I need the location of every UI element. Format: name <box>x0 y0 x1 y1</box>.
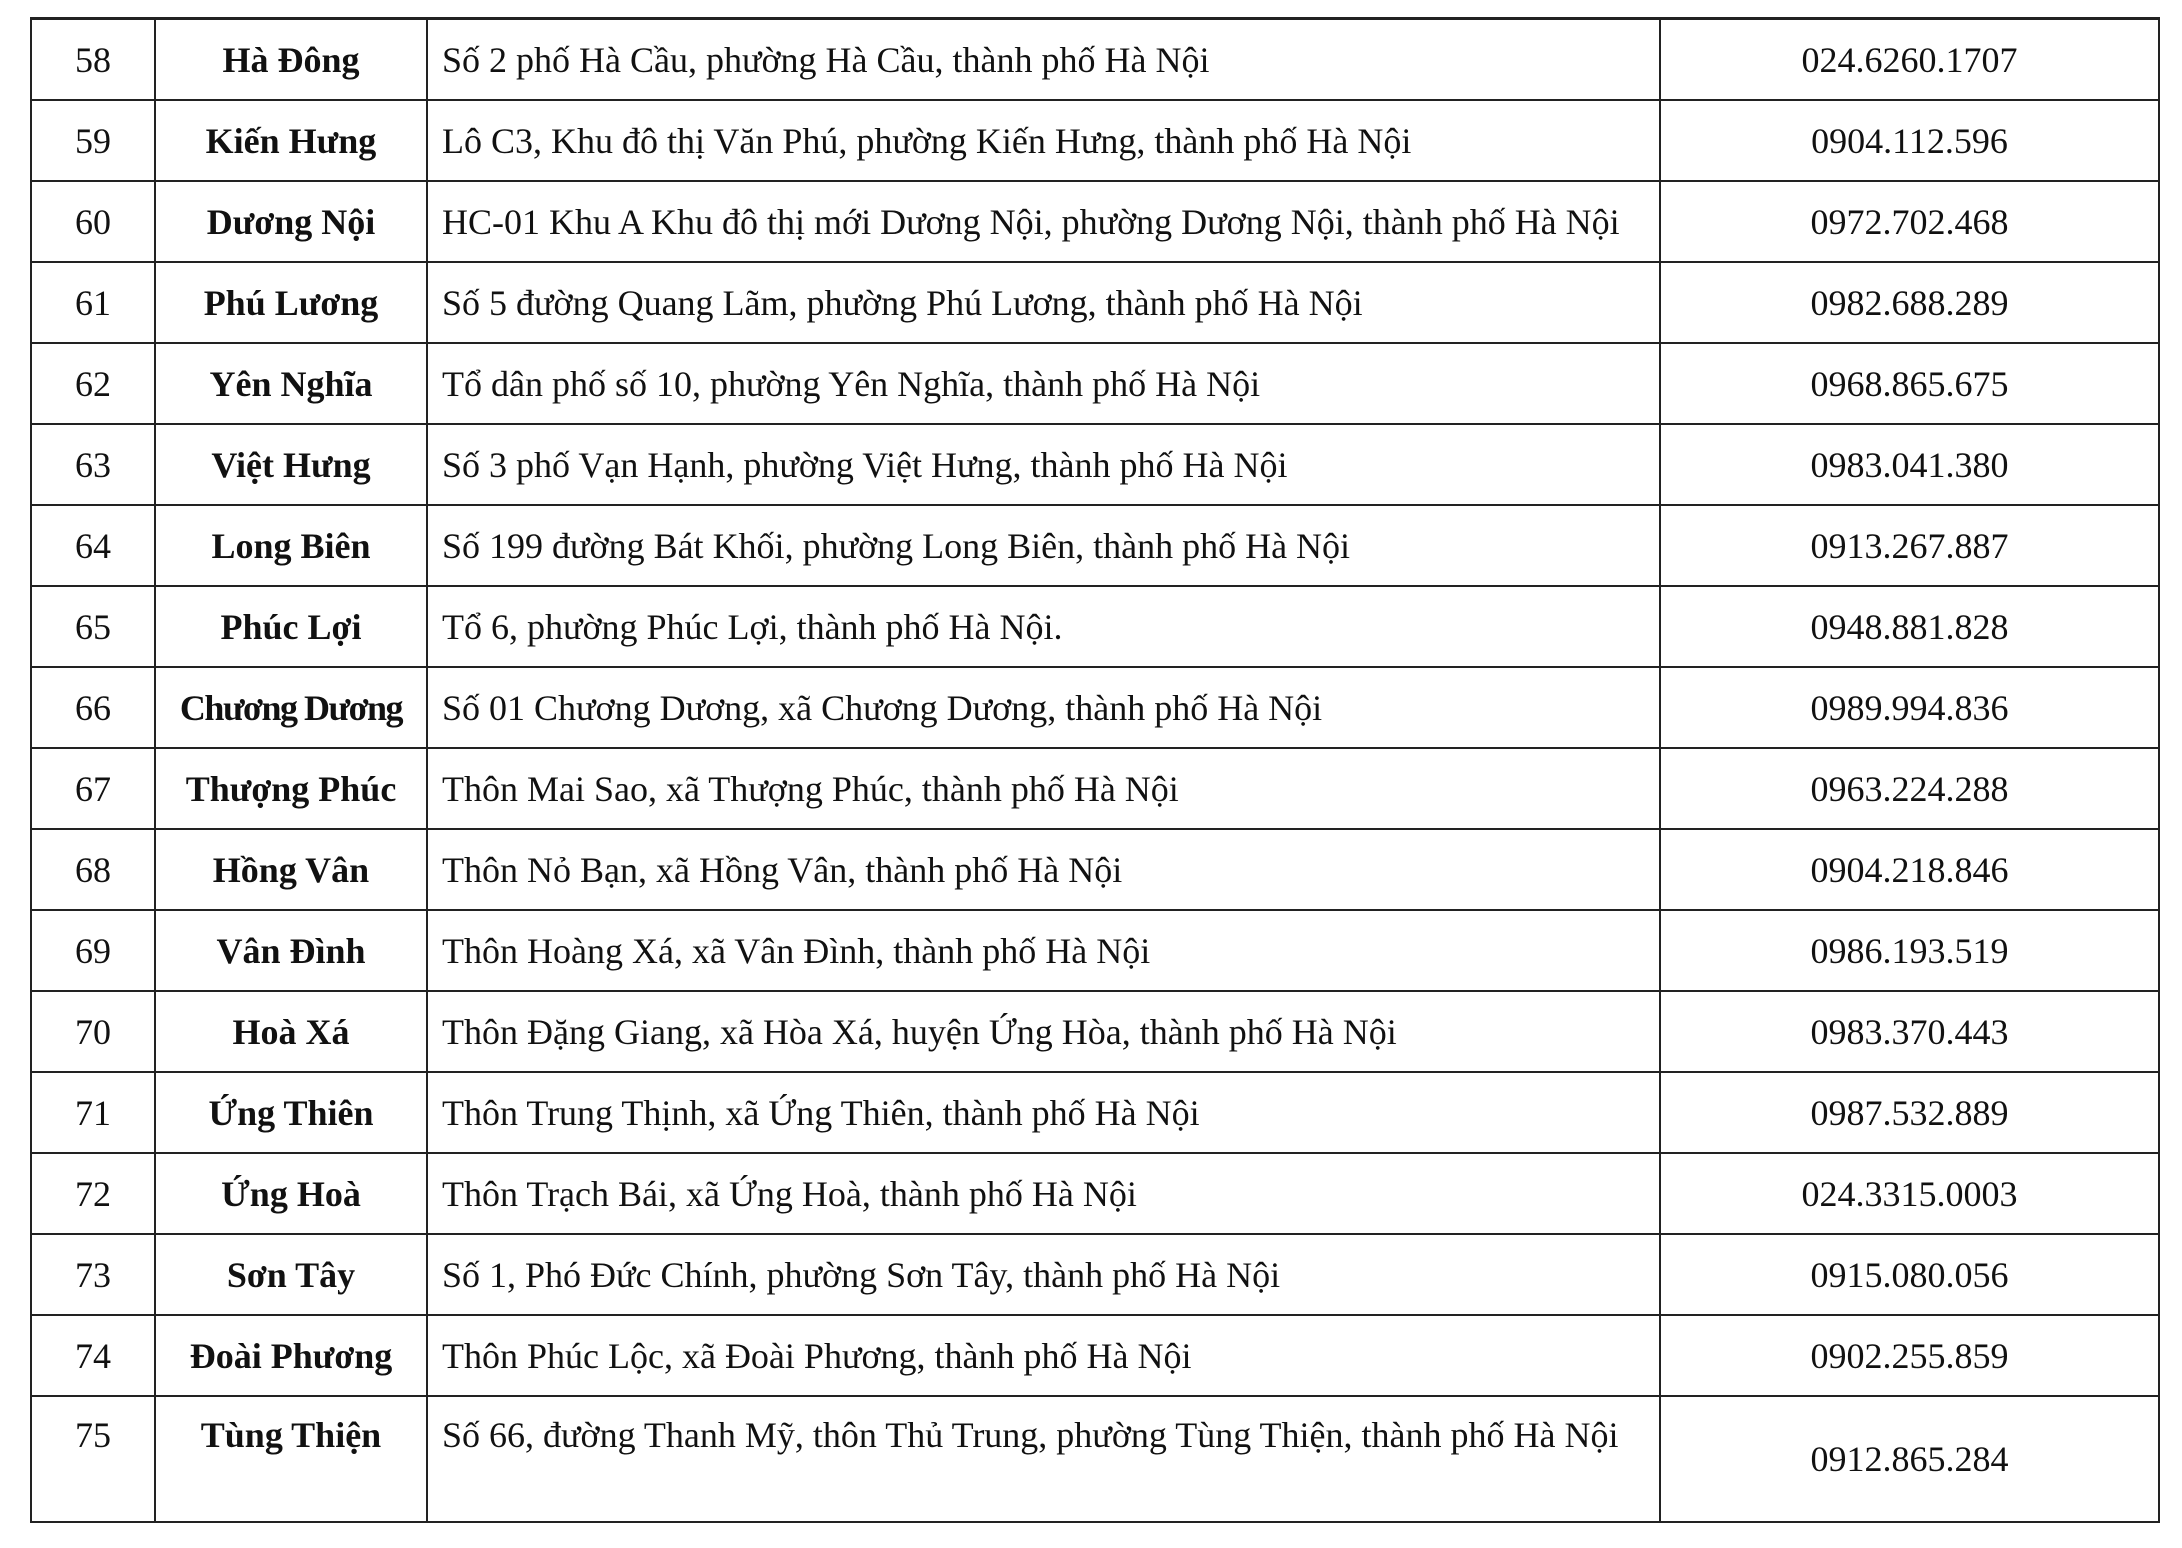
phone-cell: 0915.080.056 <box>1660 1234 2159 1315</box>
table-row <box>31 19 2159 100</box>
phone-cell: 0983.041.380 <box>1660 424 2159 505</box>
phone-cell: 0963.224.288 <box>1660 748 2159 829</box>
phone-cell: 0968.865.675 <box>1660 343 2159 424</box>
table-row <box>31 181 2159 262</box>
table-row <box>31 1396 2159 1522</box>
unit-name: Phú Lương <box>155 262 427 343</box>
phone-cell: 024.6260.1707 <box>1660 19 2159 100</box>
unit-name: Ứng Hoà <box>155 1153 427 1234</box>
phone-cell: 0913.267.887 <box>1660 505 2159 586</box>
contact-table <box>30 18 2160 1523</box>
unit-name: Vân Đình <box>155 910 427 991</box>
table-row <box>31 748 2159 829</box>
table-row <box>31 1153 2159 1234</box>
row-number: 74 <box>31 1315 155 1396</box>
row-number: 67 <box>31 748 155 829</box>
unit-name: Thượng Phúc <box>155 748 427 829</box>
phone-cell: 0902.255.859 <box>1660 1315 2159 1396</box>
unit-name: Ứng Thiên <box>155 1072 427 1153</box>
unit-name: Chương Dương <box>155 667 427 748</box>
phone-cell: 0904.218.846 <box>1660 829 2159 910</box>
table-row <box>31 667 2159 748</box>
unit-name: Phúc Lợi <box>155 586 427 667</box>
phone-cell: 0972.702.468 <box>1660 181 2159 262</box>
row-number: 72 <box>31 1153 155 1234</box>
unit-name: Dương Nội <box>155 181 427 262</box>
table-row <box>31 1234 2159 1315</box>
phone-cell: 0987.532.889 <box>1660 1072 2159 1153</box>
phone-cell: 0904.112.596 <box>1660 100 2159 181</box>
table-row <box>31 586 2159 667</box>
row-number: 68 <box>31 829 155 910</box>
address-cell: Thôn Đặng Giang, xã Hòa Xá, huyện Ứng Hòa, thành phố Hà Nội <box>427 991 1660 1072</box>
address-cell: Tổ 6, phường Phúc Lợi, thành phố Hà Nội. <box>427 586 1660 667</box>
unit-name: Hồng Vân <box>155 829 427 910</box>
unit-name: Hà Đông <box>155 19 427 100</box>
row-number: 59 <box>31 100 155 181</box>
table-row <box>31 505 2159 586</box>
address-cell: Thôn Trung Thịnh, xã Ứng Thiên, thành phố Hà Nội <box>427 1072 1660 1153</box>
address-cell: HC-01 Khu A Khu đô thị mới Dương Nội, phường Dương Nội, thành phố Hà Nội <box>427 181 1660 262</box>
row-number: 63 <box>31 424 155 505</box>
unit-name: Kiến Hưng <box>155 100 427 181</box>
address-cell: Số 199 đường Bát Khối, phường Long Biên, thành phố Hà Nội <box>427 505 1660 586</box>
table-row <box>31 991 2159 1072</box>
address-cell: Số 3 phố Vạn Hạnh, phường Việt Hưng, thành phố Hà Nội <box>427 424 1660 505</box>
address-cell: Số 01 Chương Dương, xã Chương Dương, thành phố Hà Nội <box>427 667 1660 748</box>
unit-name: Đoài Phương <box>155 1315 427 1396</box>
unit-name: Sơn Tây <box>155 1234 427 1315</box>
table-row <box>31 100 2159 181</box>
address-cell: Thôn Phúc Lộc, xã Đoài Phương, thành phố Hà Nội <box>427 1315 1660 1396</box>
row-number: 71 <box>31 1072 155 1153</box>
table-body <box>31 19 2159 1522</box>
row-number: 64 <box>31 505 155 586</box>
unit-name: Long Biên <box>155 505 427 586</box>
phone-cell: 0948.881.828 <box>1660 586 2159 667</box>
row-number: 66 <box>31 667 155 748</box>
table-row <box>31 1072 2159 1153</box>
row-number: 62 <box>31 343 155 424</box>
row-number: 60 <box>31 181 155 262</box>
row-number: 75 <box>31 1396 155 1522</box>
address-cell: Số 1, Phó Đức Chính, phường Sơn Tây, thành phố Hà Nội <box>427 1234 1660 1315</box>
address-cell: Số 66, đường Thanh Mỹ, thôn Thủ Trung, phường Tùng Thiện, thành phố Hà Nội <box>427 1396 1660 1522</box>
row-number: 58 <box>31 19 155 100</box>
address-cell: Số 5 đường Quang Lãm, phường Phú Lương, thành phố Hà Nội <box>427 262 1660 343</box>
address-cell: Tổ dân phố số 10, phường Yên Nghĩa, thành phố Hà Nội <box>427 343 1660 424</box>
unit-name: Yên Nghĩa <box>155 343 427 424</box>
table-row <box>31 343 2159 424</box>
row-number: 73 <box>31 1234 155 1315</box>
table-row <box>31 829 2159 910</box>
table-row <box>31 262 2159 343</box>
phone-cell: 0989.994.836 <box>1660 667 2159 748</box>
table-row <box>31 424 2159 505</box>
phone-cell: 024.3315.0003 <box>1660 1153 2159 1234</box>
row-number: 69 <box>31 910 155 991</box>
table-row <box>31 1315 2159 1396</box>
phone-cell: 0912.865.284 <box>1660 1396 2159 1522</box>
row-number: 65 <box>31 586 155 667</box>
row-number: 61 <box>31 262 155 343</box>
row-number: 70 <box>31 991 155 1072</box>
phone-cell: 0986.193.519 <box>1660 910 2159 991</box>
phone-cell: 0982.688.289 <box>1660 262 2159 343</box>
address-cell: Số 2 phố Hà Cầu, phường Hà Cầu, thành phố Hà Nội <box>427 19 1660 100</box>
address-cell: Lô C3, Khu đô thị Văn Phú, phường Kiến Hưng, thành phố Hà Nội <box>427 100 1660 181</box>
unit-name: Hoà Xá <box>155 991 427 1072</box>
address-cell: Thôn Mai Sao, xã Thượng Phúc, thành phố Hà Nội <box>427 748 1660 829</box>
phone-cell: 0983.370.443 <box>1660 991 2159 1072</box>
unit-name: Tùng Thiện <box>155 1396 427 1522</box>
address-cell: Thôn Hoàng Xá, xã Vân Đình, thành phố Hà Nội <box>427 910 1660 991</box>
address-cell: Thôn Nỏ Bạn, xã Hồng Vân, thành phố Hà Nội <box>427 829 1660 910</box>
unit-name: Việt Hưng <box>155 424 427 505</box>
address-cell: Thôn Trạch Bái, xã Ứng Hoà, thành phố Hà Nội <box>427 1153 1660 1234</box>
table-row <box>31 910 2159 991</box>
